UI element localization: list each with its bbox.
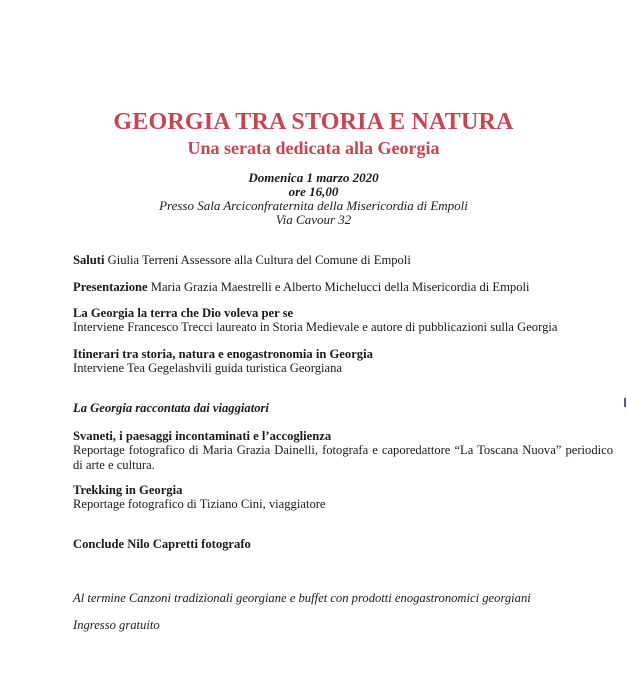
page-subtitle: Una serata dedicata alla Georgia [187,138,440,158]
saluti-line [73,253,411,268]
conclusion: Conclude Nilo Capretti fotografo [73,537,251,551]
section-title: La Georgia raccontata dai viaggiatori [73,401,269,415]
event-time: ore 16,00 [288,184,339,199]
event-address: Via Cavour 32 [275,212,352,227]
event-venue: Presso Sala Arciconfraternita della Misericordia di Empoli [159,198,468,213]
closing-note: Al termine Canzoni tradizionali georgiane e buffet con prodotti enogastronomici georgiani [73,591,531,605]
talk2-title: Itinerari tra storia, natura e enogastronomia in Georgia [73,347,373,361]
talk1-text: Interviene Francesco Trecci laureato in Storia Medievale e autore di pubblicazioni sulla Georgia [73,320,558,334]
scan-marker [624,398,626,407]
presentazione-label: Presentazione [73,280,148,294]
event-date: Domenica 1 marzo 2020 [248,170,379,185]
report1-title: Svaneti, i paesaggi incontaminati e l’accoglienza [73,429,332,443]
report2-title: Trekking in Georgia [73,483,183,497]
report1-text: Reportage fotografico di Maria Grazia Dainelli, fotografa e caporedattore “La Toscana Nuova” periodico di arte e cultura. [73,443,613,472]
talk1-title: La Georgia la terra che Dio voleva per se [73,306,294,320]
talk2-text: Interviene Tea Gegelashvili guida turistica Georgiana [73,361,342,375]
page-title: GEORGIA TRA STORIA E NATURA [113,109,514,135]
report2-text: Reportage fotografico di Tiziano Cini, viaggiatore [73,497,326,511]
entry-note: Ingresso gratuito [73,618,160,632]
presentazione-text: Maria Grazia Maestrelli e Alberto Michelucci della Misericordia di Empoli [150,280,530,294]
saluti-label: Saluti [73,253,105,267]
saluti-text: Giulia Terreni Assessore alla Cultura del Comune di Empoli [107,253,411,267]
presentazione-line [73,280,530,295]
